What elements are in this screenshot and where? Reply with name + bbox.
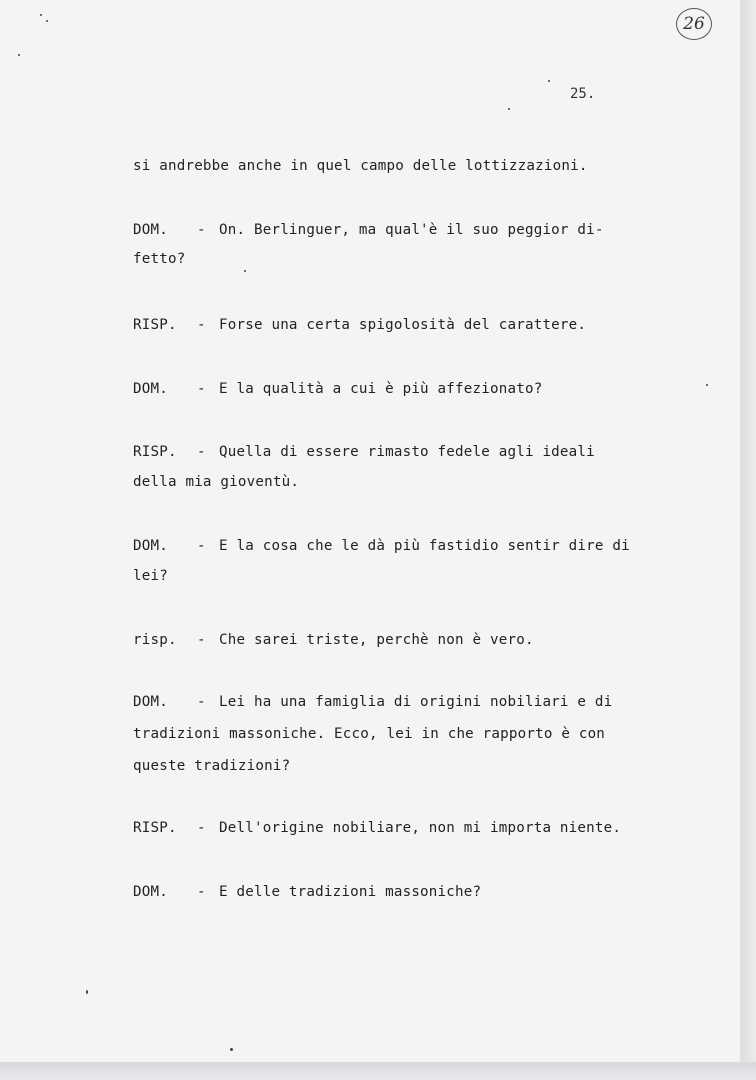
speaker-label: DOM. bbox=[133, 538, 168, 554]
continuation-line: tradizioni massoniche. Ecco, lei in che rapporto è con bbox=[133, 726, 606, 742]
line-text: Lei ha una famiglia di origini nobiliari e di bbox=[219, 694, 613, 710]
dash: - bbox=[197, 632, 206, 648]
scan-speck bbox=[706, 384, 708, 386]
speaker-label: DOM. bbox=[133, 222, 168, 238]
scan-speck bbox=[508, 108, 510, 110]
scan-speck bbox=[46, 20, 48, 22]
scan-speck bbox=[86, 990, 88, 994]
scan-speck bbox=[244, 270, 246, 272]
line-text: On. Berlinguer, ma qual'è il suo peggior di- bbox=[219, 222, 604, 238]
speaker-label: DOM. bbox=[133, 884, 168, 900]
speaker-label: RISP. bbox=[133, 820, 177, 836]
line-text: Forse una certa spigolosità del carattere. bbox=[219, 317, 587, 333]
continuation-line: fetto? bbox=[133, 251, 186, 267]
question-line bbox=[133, 884, 481, 900]
dash: - bbox=[197, 694, 206, 710]
answer-line bbox=[133, 444, 595, 460]
speaker-label: RISP. bbox=[133, 444, 177, 460]
page-edge-bottom bbox=[0, 1062, 756, 1080]
dash: - bbox=[197, 381, 206, 397]
speaker-label: DOM. bbox=[133, 694, 168, 710]
dash: - bbox=[197, 538, 206, 554]
continuation-line: lei? bbox=[133, 568, 168, 584]
answer-line bbox=[133, 632, 534, 648]
page-number: 25. bbox=[570, 86, 596, 102]
page-edge-right bbox=[740, 0, 756, 1080]
archive-page-stamp: 26 bbox=[676, 8, 712, 40]
line-text: Che sarei triste, perchè non è vero. bbox=[219, 632, 534, 648]
scan-speck bbox=[40, 14, 42, 16]
text-line: si andrebbe anche in quel campo delle lottizzazioni. bbox=[133, 158, 588, 174]
line-text: E la cosa che le dà più fastidio sentir dire di bbox=[219, 538, 630, 554]
dash: - bbox=[197, 884, 206, 900]
question-line bbox=[133, 694, 612, 710]
dash: - bbox=[197, 222, 206, 238]
question-line bbox=[133, 381, 542, 397]
speaker-label: risp. bbox=[133, 632, 177, 648]
question-line bbox=[133, 538, 630, 554]
line-text: Quella di essere rimasto fedele agli ideali bbox=[219, 444, 595, 460]
dash: - bbox=[197, 317, 206, 333]
dash: - bbox=[197, 820, 206, 836]
line-text: Dell'origine nobiliare, non mi importa niente. bbox=[219, 820, 622, 836]
scan-speck bbox=[18, 54, 20, 56]
line-text: E delle tradizioni massoniche? bbox=[219, 884, 482, 900]
question-line bbox=[133, 222, 604, 238]
answer-line bbox=[133, 317, 586, 333]
continuation-line: queste tradizioni? bbox=[133, 758, 291, 774]
continuation-line: della mia gioventù. bbox=[133, 474, 300, 490]
scan-speck bbox=[548, 80, 550, 82]
speaker-label: DOM. bbox=[133, 381, 168, 397]
scan-speck bbox=[230, 1048, 233, 1051]
line-text: E la qualità a cui è più affezionato? bbox=[219, 381, 543, 397]
speaker-label: RISP. bbox=[133, 317, 177, 333]
answer-line bbox=[133, 820, 621, 836]
dash: - bbox=[197, 444, 206, 460]
